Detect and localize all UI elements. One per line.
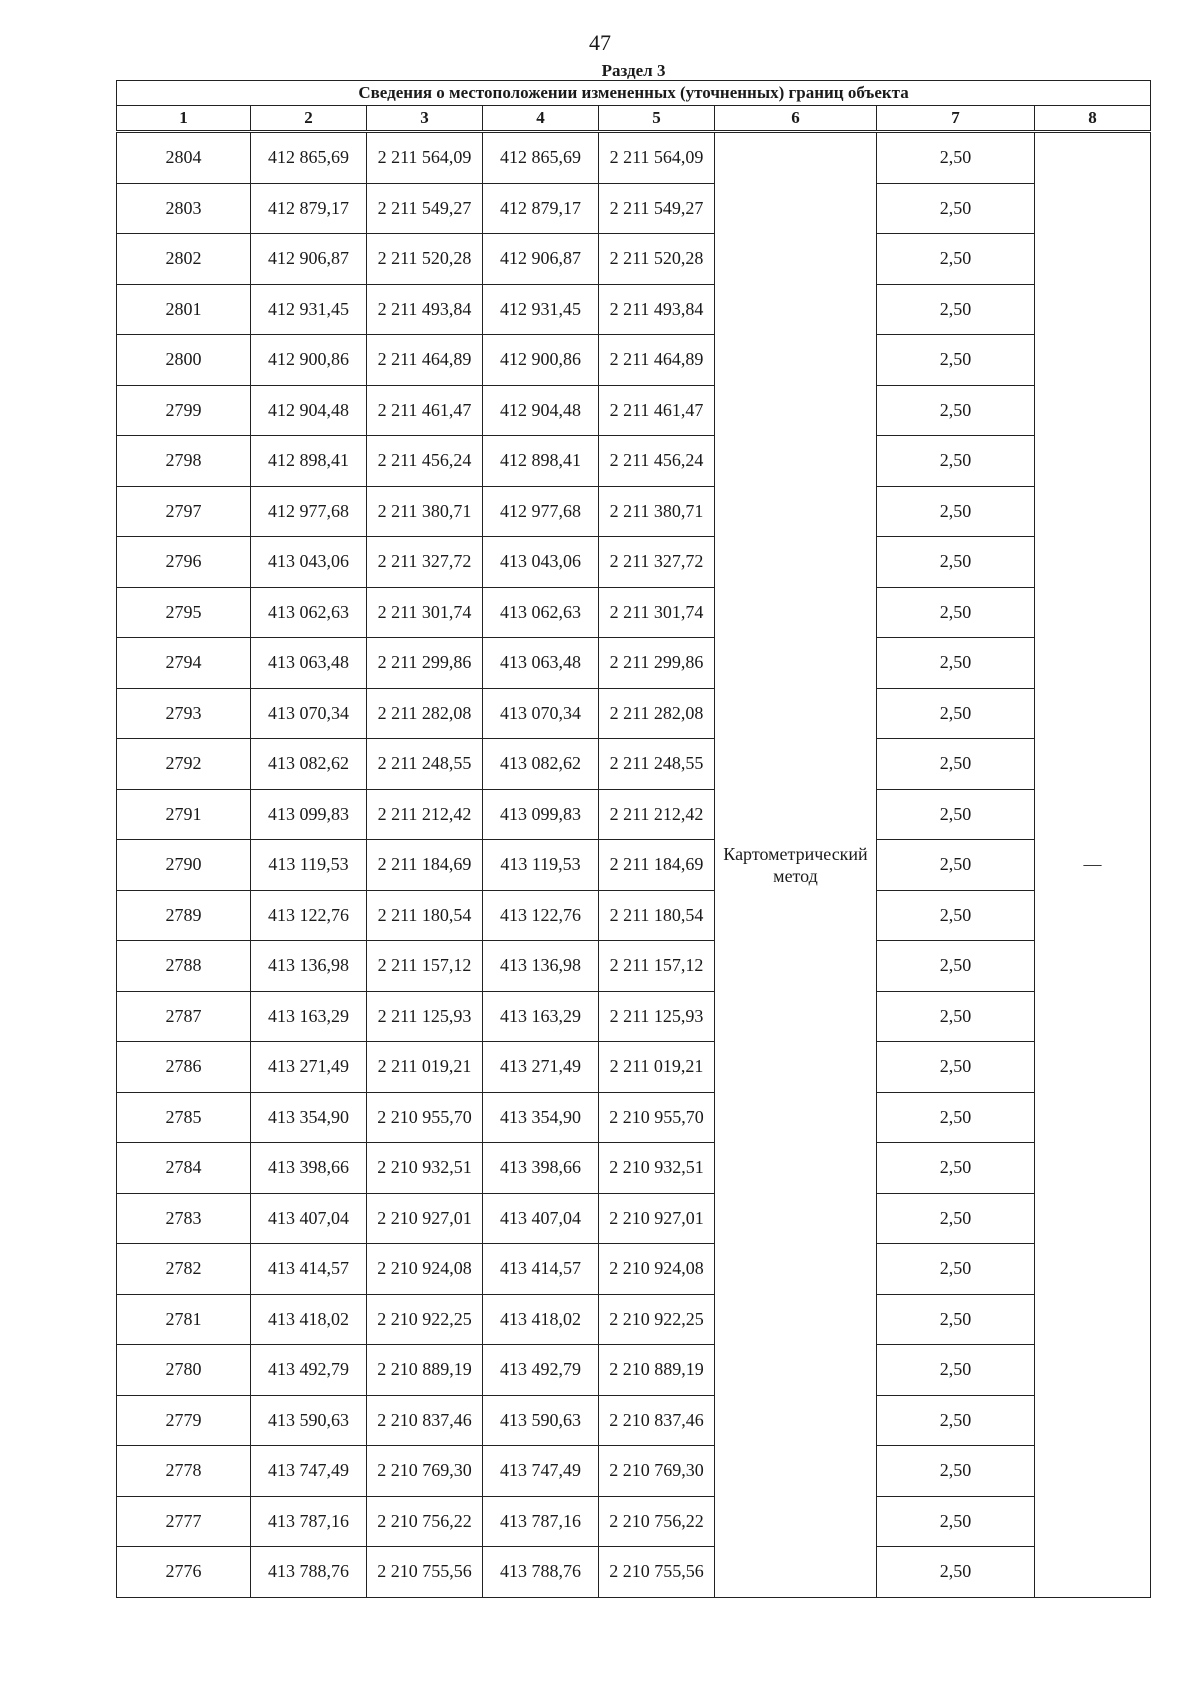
y-old-cell: 2 211 184,69 bbox=[367, 840, 483, 891]
x-new-cell: 412 904,48 bbox=[483, 385, 599, 436]
y-new-cell: 2 211 380,71 bbox=[599, 486, 715, 537]
table-row bbox=[117, 840, 1151, 891]
point-number-cell: 2795 bbox=[117, 587, 251, 638]
column-header-8: 8 bbox=[1035, 106, 1151, 132]
accuracy-cell: 2,50 bbox=[877, 537, 1035, 588]
x-new-cell: 412 879,17 bbox=[483, 183, 599, 234]
point-number-cell: 2797 bbox=[117, 486, 251, 537]
point-number-cell: 2780 bbox=[117, 1345, 251, 1396]
table-caption-row bbox=[117, 81, 1151, 106]
column-header-6: 6 bbox=[715, 106, 877, 132]
y-old-cell: 2 210 755,56 bbox=[367, 1547, 483, 1598]
method-cell: Картометрический метод bbox=[715, 132, 877, 1598]
y-old-cell: 2 210 955,70 bbox=[367, 1092, 483, 1143]
x-new-cell: 413 492,79 bbox=[483, 1345, 599, 1396]
x-new-cell: 412 898,41 bbox=[483, 436, 599, 487]
y-new-cell: 2 211 184,69 bbox=[599, 840, 715, 891]
table-row bbox=[117, 1496, 1151, 1547]
accuracy-cell: 2,50 bbox=[877, 890, 1035, 941]
accuracy-cell: 2,50 bbox=[877, 1345, 1035, 1396]
y-new-cell: 2 210 924,08 bbox=[599, 1244, 715, 1295]
table-row bbox=[117, 587, 1151, 638]
x-new-cell: 413 070,34 bbox=[483, 688, 599, 739]
table-row bbox=[117, 1042, 1151, 1093]
table-row bbox=[117, 537, 1151, 588]
y-new-cell: 2 211 125,93 bbox=[599, 991, 715, 1042]
y-old-cell: 2 210 756,22 bbox=[367, 1496, 483, 1547]
x-old-cell: 412 906,87 bbox=[251, 234, 367, 285]
boundary-coordinates-table bbox=[116, 62, 1151, 1598]
point-number-cell: 2783 bbox=[117, 1193, 251, 1244]
y-old-cell: 2 210 889,19 bbox=[367, 1345, 483, 1396]
y-old-cell: 2 211 212,42 bbox=[367, 789, 483, 840]
table-row bbox=[117, 486, 1151, 537]
x-new-cell: 413 788,76 bbox=[483, 1547, 599, 1598]
x-old-cell: 413 418,02 bbox=[251, 1294, 367, 1345]
accuracy-cell: 2,50 bbox=[877, 1294, 1035, 1345]
accuracy-cell: 2,50 bbox=[877, 385, 1035, 436]
y-new-cell: 2 210 889,19 bbox=[599, 1345, 715, 1396]
table-row bbox=[117, 132, 1151, 184]
x-old-cell: 413 354,90 bbox=[251, 1092, 367, 1143]
y-old-cell: 2 211 564,09 bbox=[367, 132, 483, 184]
accuracy-cell: 2,50 bbox=[877, 991, 1035, 1042]
y-old-cell: 2 211 520,28 bbox=[367, 234, 483, 285]
x-old-cell: 412 879,17 bbox=[251, 183, 367, 234]
y-new-cell: 2 211 464,89 bbox=[599, 335, 715, 386]
y-new-cell: 2 211 019,21 bbox=[599, 1042, 715, 1093]
accuracy-cell: 2,50 bbox=[877, 941, 1035, 992]
x-old-cell: 413 063,48 bbox=[251, 638, 367, 689]
accuracy-cell: 2,50 bbox=[877, 1496, 1035, 1547]
table-row bbox=[117, 385, 1151, 436]
x-old-cell: 413 122,76 bbox=[251, 890, 367, 941]
y-old-cell: 2 210 932,51 bbox=[367, 1143, 483, 1194]
y-old-cell: 2 211 157,12 bbox=[367, 941, 483, 992]
y-new-cell: 2 211 299,86 bbox=[599, 638, 715, 689]
column-header-row bbox=[117, 106, 1151, 132]
y-new-cell: 2 210 955,70 bbox=[599, 1092, 715, 1143]
x-old-cell: 413 099,83 bbox=[251, 789, 367, 840]
x-old-cell: 413 492,79 bbox=[251, 1345, 367, 1396]
y-old-cell: 2 210 922,25 bbox=[367, 1294, 483, 1345]
x-new-cell: 413 787,16 bbox=[483, 1496, 599, 1547]
point-number-cell: 2800 bbox=[117, 335, 251, 386]
y-new-cell: 2 211 327,72 bbox=[599, 537, 715, 588]
x-old-cell: 413 062,63 bbox=[251, 587, 367, 638]
y-new-cell: 2 211 248,55 bbox=[599, 739, 715, 790]
x-new-cell: 413 063,48 bbox=[483, 638, 599, 689]
point-number-cell: 2787 bbox=[117, 991, 251, 1042]
y-old-cell: 2 211 380,71 bbox=[367, 486, 483, 537]
accuracy-cell: 2,50 bbox=[877, 789, 1035, 840]
table-row bbox=[117, 1193, 1151, 1244]
x-old-cell: 413 119,53 bbox=[251, 840, 367, 891]
x-new-cell: 412 977,68 bbox=[483, 486, 599, 537]
y-new-cell: 2 211 549,27 bbox=[599, 183, 715, 234]
x-new-cell: 413 747,49 bbox=[483, 1446, 599, 1497]
table-row bbox=[117, 436, 1151, 487]
x-old-cell: 413 407,04 bbox=[251, 1193, 367, 1244]
accuracy-cell: 2,50 bbox=[877, 335, 1035, 386]
table-row bbox=[117, 941, 1151, 992]
table-row bbox=[117, 1446, 1151, 1497]
x-new-cell: 412 900,86 bbox=[483, 335, 599, 386]
table-row bbox=[117, 335, 1151, 386]
y-new-cell: 2 211 461,47 bbox=[599, 385, 715, 436]
point-number-cell: 2802 bbox=[117, 234, 251, 285]
point-number-cell: 2789 bbox=[117, 890, 251, 941]
x-old-cell: 412 865,69 bbox=[251, 132, 367, 184]
x-old-cell: 413 070,34 bbox=[251, 688, 367, 739]
y-old-cell: 2 211 282,08 bbox=[367, 688, 483, 739]
point-number-cell: 2777 bbox=[117, 1496, 251, 1547]
point-number-cell: 2776 bbox=[117, 1547, 251, 1598]
x-new-cell: 413 271,49 bbox=[483, 1042, 599, 1093]
y-old-cell: 2 211 461,47 bbox=[367, 385, 483, 436]
point-number-cell: 2779 bbox=[117, 1395, 251, 1446]
accuracy-cell: 2,50 bbox=[877, 1143, 1035, 1194]
accuracy-cell: 2,50 bbox=[877, 234, 1035, 285]
table-row bbox=[117, 284, 1151, 335]
point-number-cell: 2799 bbox=[117, 385, 251, 436]
y-new-cell: 2 211 564,09 bbox=[599, 132, 715, 184]
x-new-cell: 413 163,29 bbox=[483, 991, 599, 1042]
x-new-cell: 413 136,98 bbox=[483, 941, 599, 992]
accuracy-cell: 2,50 bbox=[877, 688, 1035, 739]
table-row bbox=[117, 1345, 1151, 1396]
accuracy-cell: 2,50 bbox=[877, 436, 1035, 487]
x-new-cell: 413 099,83 bbox=[483, 789, 599, 840]
point-number-cell: 2781 bbox=[117, 1294, 251, 1345]
point-number-cell: 2796 bbox=[117, 537, 251, 588]
x-new-cell: 413 418,02 bbox=[483, 1294, 599, 1345]
accuracy-cell: 2,50 bbox=[877, 739, 1035, 790]
table-row bbox=[117, 1547, 1151, 1598]
x-new-cell: 413 122,76 bbox=[483, 890, 599, 941]
x-new-cell: 413 082,62 bbox=[483, 739, 599, 790]
x-old-cell: 413 788,76 bbox=[251, 1547, 367, 1598]
table-row bbox=[117, 688, 1151, 739]
accuracy-cell: 2,50 bbox=[877, 1042, 1035, 1093]
accuracy-cell: 2,50 bbox=[877, 1547, 1035, 1598]
section-title: Раздел 3 bbox=[601, 62, 666, 80]
x-new-cell: 413 398,66 bbox=[483, 1143, 599, 1194]
y-new-cell: 2 210 932,51 bbox=[599, 1143, 715, 1194]
y-old-cell: 2 211 549,27 bbox=[367, 183, 483, 234]
x-old-cell: 413 398,66 bbox=[251, 1143, 367, 1194]
point-number-cell: 2791 bbox=[117, 789, 251, 840]
table-row bbox=[117, 890, 1151, 941]
x-old-cell: 412 898,41 bbox=[251, 436, 367, 487]
accuracy-cell: 2,50 bbox=[877, 1193, 1035, 1244]
y-new-cell: 2 210 927,01 bbox=[599, 1193, 715, 1244]
x-old-cell: 412 904,48 bbox=[251, 385, 367, 436]
x-new-cell: 413 043,06 bbox=[483, 537, 599, 588]
accuracy-cell: 2,50 bbox=[877, 284, 1035, 335]
x-old-cell: 413 590,63 bbox=[251, 1395, 367, 1446]
page-number: 47 bbox=[589, 30, 611, 55]
point-number-cell: 2785 bbox=[117, 1092, 251, 1143]
accuracy-cell: 2,50 bbox=[877, 1092, 1035, 1143]
y-old-cell: 2 211 464,89 bbox=[367, 335, 483, 386]
y-new-cell: 2 211 157,12 bbox=[599, 941, 715, 992]
y-old-cell: 2 211 248,55 bbox=[367, 739, 483, 790]
column-header-3: 3 bbox=[367, 106, 483, 132]
y-new-cell: 2 211 493,84 bbox=[599, 284, 715, 335]
y-old-cell: 2 210 927,01 bbox=[367, 1193, 483, 1244]
table-row bbox=[117, 789, 1151, 840]
y-old-cell: 2 211 125,93 bbox=[367, 991, 483, 1042]
x-old-cell: 412 977,68 bbox=[251, 486, 367, 537]
column-header-1: 1 bbox=[117, 106, 251, 132]
x-old-cell: 413 163,29 bbox=[251, 991, 367, 1042]
y-new-cell: 2 211 456,24 bbox=[599, 436, 715, 487]
point-number-cell: 2803 bbox=[117, 183, 251, 234]
y-new-cell: 2 210 922,25 bbox=[599, 1294, 715, 1345]
x-new-cell: 413 414,57 bbox=[483, 1244, 599, 1295]
table-row bbox=[117, 1092, 1151, 1143]
point-number-cell: 2804 bbox=[117, 132, 251, 184]
accuracy-cell: 2,50 bbox=[877, 638, 1035, 689]
table-row bbox=[117, 739, 1151, 790]
accuracy-cell: 2,50 bbox=[877, 587, 1035, 638]
y-new-cell: 2 210 756,22 bbox=[599, 1496, 715, 1547]
table-row bbox=[117, 991, 1151, 1042]
y-new-cell: 2 211 282,08 bbox=[599, 688, 715, 739]
y-new-cell: 2 210 837,46 bbox=[599, 1395, 715, 1446]
x-new-cell: 412 931,45 bbox=[483, 284, 599, 335]
y-old-cell: 2 210 769,30 bbox=[367, 1446, 483, 1497]
x-old-cell: 413 043,06 bbox=[251, 537, 367, 588]
x-old-cell: 413 414,57 bbox=[251, 1244, 367, 1295]
x-new-cell: 412 906,87 bbox=[483, 234, 599, 285]
point-number-cell: 2792 bbox=[117, 739, 251, 790]
y-new-cell: 2 210 769,30 bbox=[599, 1446, 715, 1497]
y-old-cell: 2 211 180,54 bbox=[367, 890, 483, 941]
accuracy-cell: 2,50 bbox=[877, 486, 1035, 537]
point-number-cell: 2784 bbox=[117, 1143, 251, 1194]
y-new-cell: 2 211 180,54 bbox=[599, 890, 715, 941]
column-header-4: 4 bbox=[483, 106, 599, 132]
x-old-cell: 413 271,49 bbox=[251, 1042, 367, 1093]
point-number-cell: 2794 bbox=[117, 638, 251, 689]
table-row bbox=[117, 1143, 1151, 1194]
point-number-cell: 2788 bbox=[117, 941, 251, 992]
y-old-cell: 2 211 019,21 bbox=[367, 1042, 483, 1093]
point-number-cell: 2782 bbox=[117, 1244, 251, 1295]
x-old-cell: 412 931,45 bbox=[251, 284, 367, 335]
y-old-cell: 2 211 493,84 bbox=[367, 284, 483, 335]
accuracy-cell: 2,50 bbox=[877, 1244, 1035, 1295]
x-new-cell: 413 062,63 bbox=[483, 587, 599, 638]
column-header-5: 5 bbox=[599, 106, 715, 132]
y-old-cell: 2 210 837,46 bbox=[367, 1395, 483, 1446]
table-row bbox=[117, 183, 1151, 234]
y-new-cell: 2 211 520,28 bbox=[599, 234, 715, 285]
table-row bbox=[117, 1244, 1151, 1295]
point-number-cell: 2801 bbox=[117, 284, 251, 335]
x-old-cell: 413 787,16 bbox=[251, 1496, 367, 1547]
section-title-row bbox=[117, 62, 1151, 81]
y-old-cell: 2 210 924,08 bbox=[367, 1244, 483, 1295]
accuracy-cell: 2,50 bbox=[877, 1446, 1035, 1497]
column-header-2: 2 bbox=[251, 106, 367, 132]
y-new-cell: 2 210 755,56 bbox=[599, 1547, 715, 1598]
table-row bbox=[117, 1294, 1151, 1345]
x-new-cell: 413 407,04 bbox=[483, 1193, 599, 1244]
x-new-cell: 413 354,90 bbox=[483, 1092, 599, 1143]
y-new-cell: 2 211 212,42 bbox=[599, 789, 715, 840]
point-number-cell: 2793 bbox=[117, 688, 251, 739]
column-header-7: 7 bbox=[877, 106, 1035, 132]
table-row bbox=[117, 1395, 1151, 1446]
accuracy-cell: 2,50 bbox=[877, 1395, 1035, 1446]
x-new-cell: 413 119,53 bbox=[483, 840, 599, 891]
table-row bbox=[117, 234, 1151, 285]
y-new-cell: 2 211 301,74 bbox=[599, 587, 715, 638]
x-new-cell: 413 590,63 bbox=[483, 1395, 599, 1446]
column8-cell: — bbox=[1035, 132, 1151, 1598]
x-old-cell: 413 082,62 bbox=[251, 739, 367, 790]
x-new-cell: 412 865,69 bbox=[483, 132, 599, 184]
point-number-cell: 2786 bbox=[117, 1042, 251, 1093]
accuracy-cell: 2,50 bbox=[877, 840, 1035, 891]
x-old-cell: 413 136,98 bbox=[251, 941, 367, 992]
accuracy-cell: 2,50 bbox=[877, 132, 1035, 184]
y-old-cell: 2 211 299,86 bbox=[367, 638, 483, 689]
x-old-cell: 412 900,86 bbox=[251, 335, 367, 386]
point-number-cell: 2790 bbox=[117, 840, 251, 891]
table-caption: Сведения о местоположении измененных (уточненных) границ объекта bbox=[117, 81, 1151, 106]
y-old-cell: 2 211 456,24 bbox=[367, 436, 483, 487]
x-old-cell: 413 747,49 bbox=[251, 1446, 367, 1497]
table-row bbox=[117, 638, 1151, 689]
y-old-cell: 2 211 301,74 bbox=[367, 587, 483, 638]
accuracy-cell: 2,50 bbox=[877, 183, 1035, 234]
point-number-cell: 2778 bbox=[117, 1446, 251, 1497]
y-old-cell: 2 211 327,72 bbox=[367, 537, 483, 588]
point-number-cell: 2798 bbox=[117, 436, 251, 487]
